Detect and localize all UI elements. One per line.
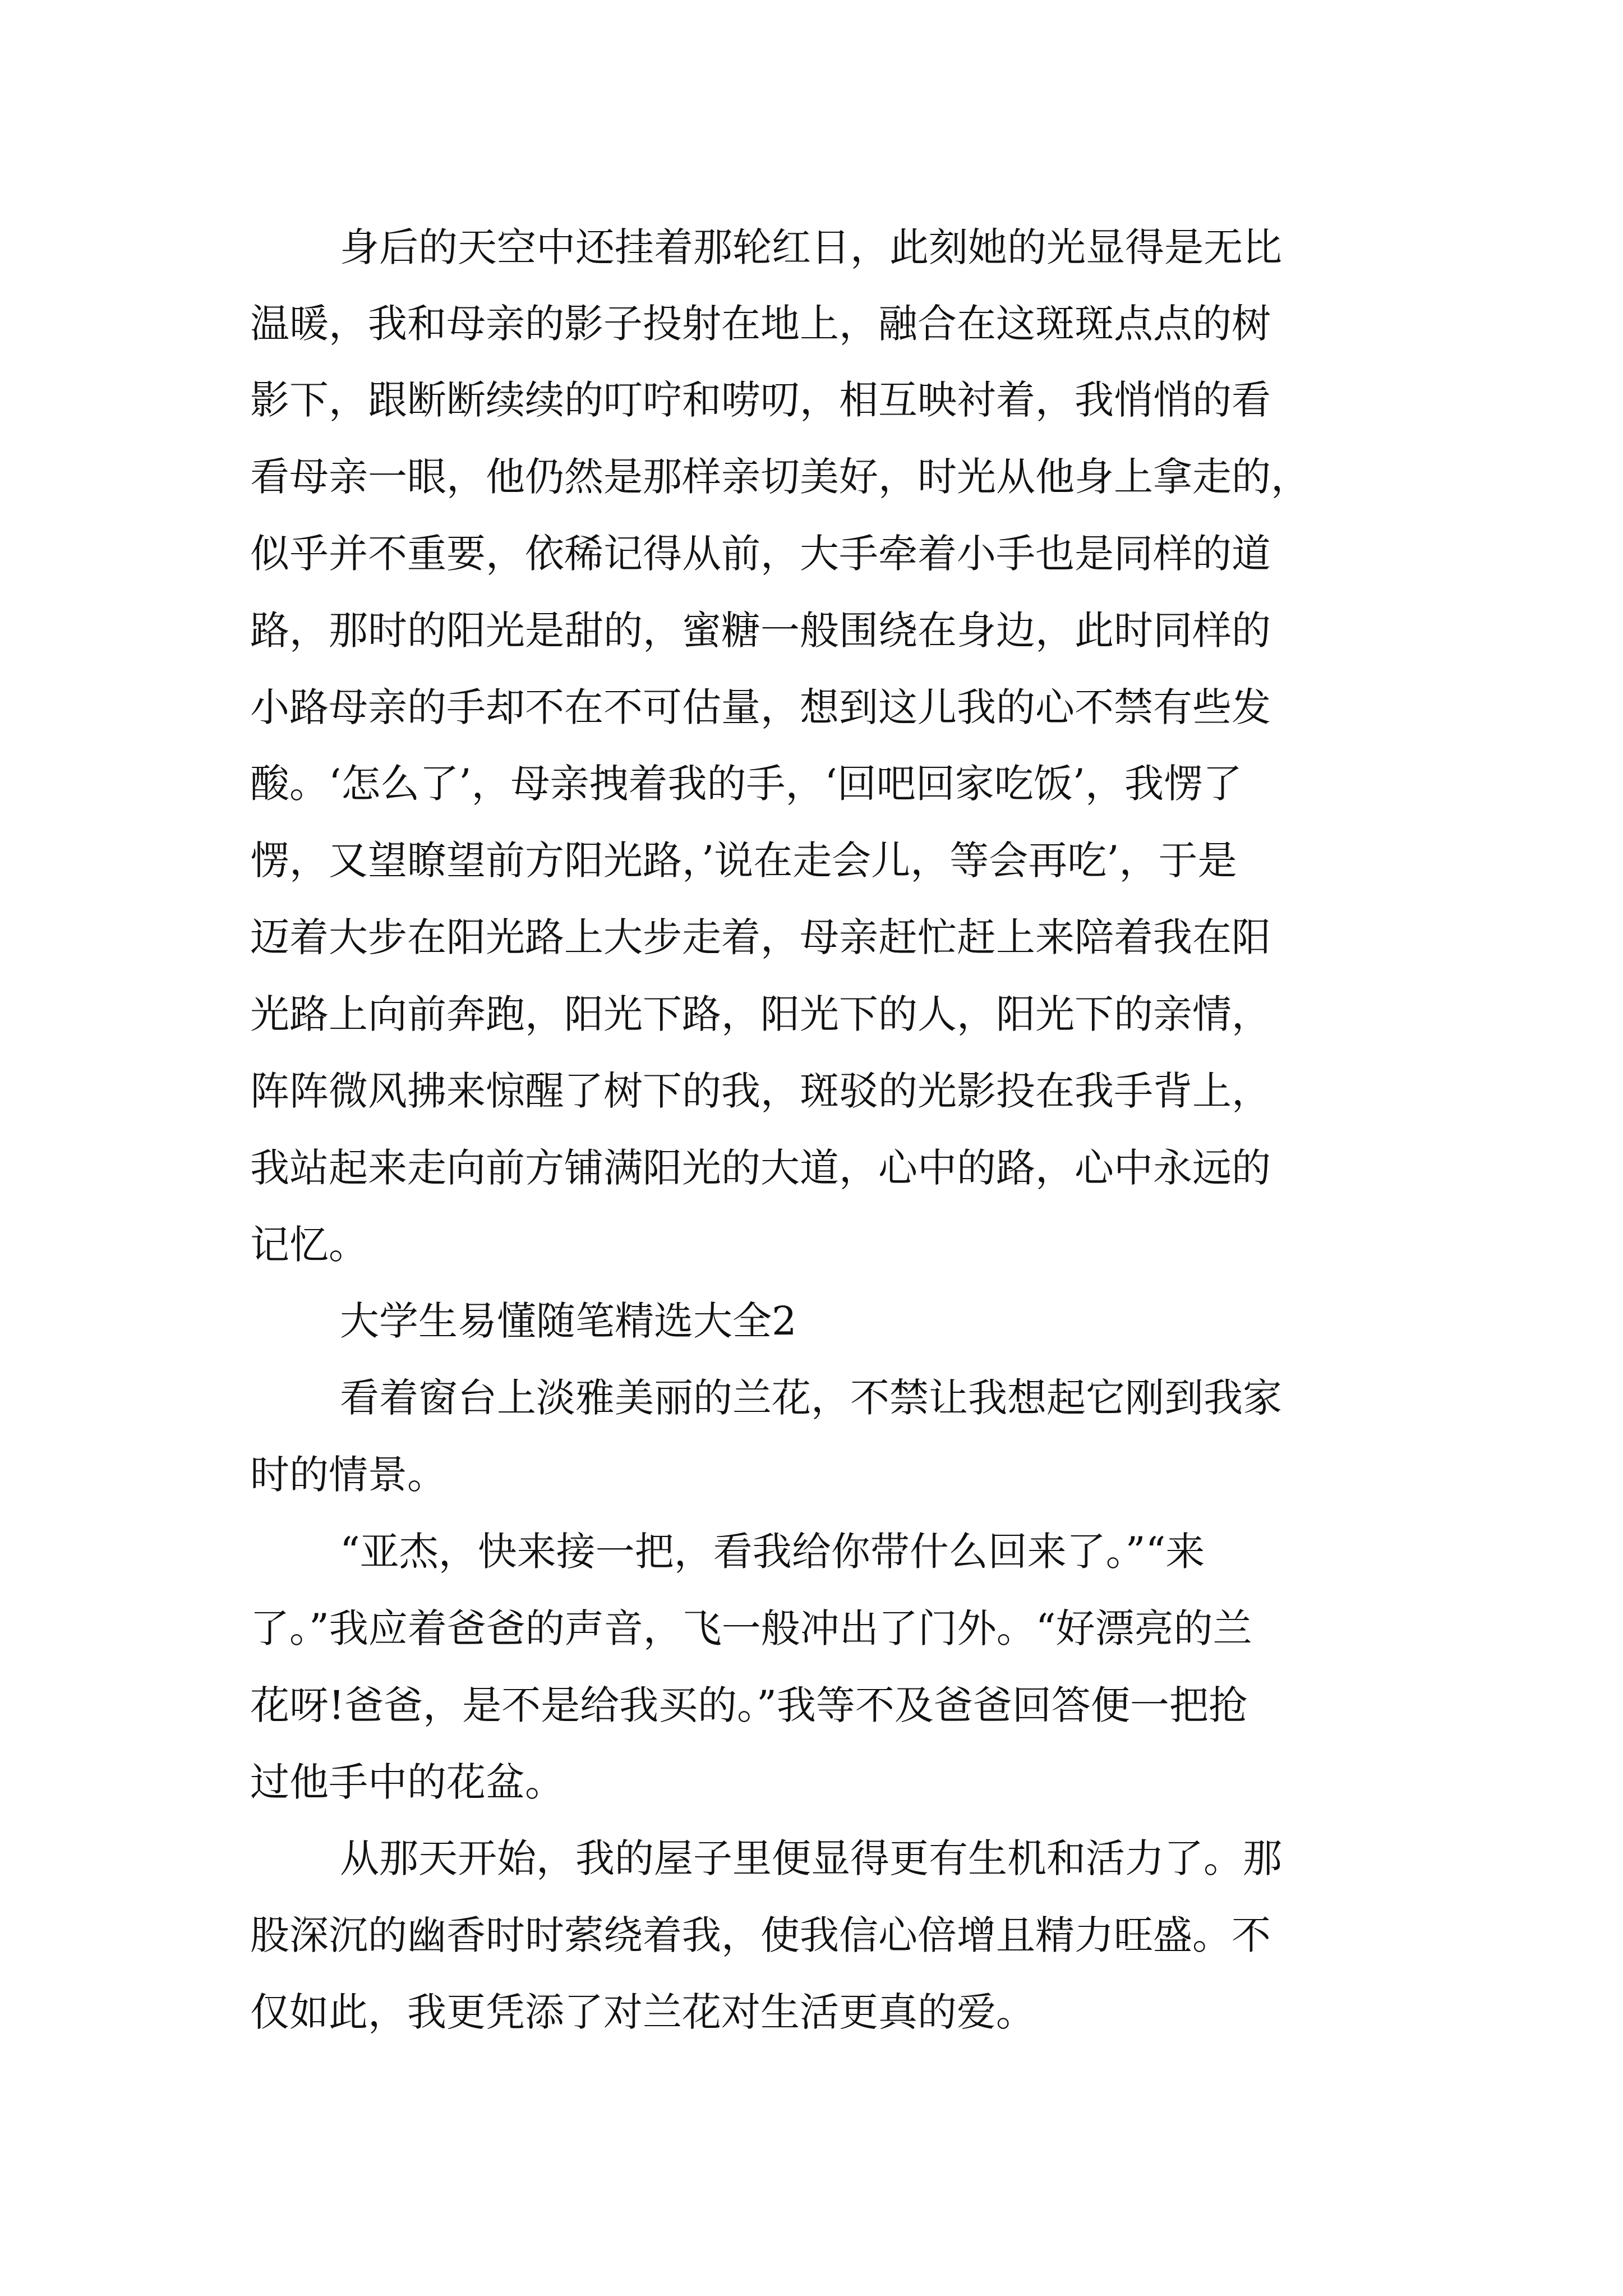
text-line: 过他手中的花盆。 <box>250 1759 564 1805</box>
section-heading: 大学生易懂随笔精选大全2 <box>340 1298 797 1344</box>
text-line: 看母亲一眼，他仍然是那样亲切美好，时光从他身上拿走的， <box>250 454 1310 500</box>
text-line: 股深沉的幽香时时萦绕着我，使我信心倍增且精力旺盛。不 <box>250 1912 1271 1958</box>
text-line: 愣，又望瞭望前方阳光路，’说在走会儿，等会再吃’，于是 <box>250 838 1237 884</box>
text-line: 路，那时的阳光是甜的，蜜糖一般围绕在身边，此时同样的 <box>250 608 1271 654</box>
text-line: 似乎并不重要，依稀记得从前，大手牵着小手也是同样的道 <box>250 531 1271 577</box>
text-line: 光路上向前奔跑，阳光下路，阳光下的人，阳光下的亲情， <box>250 991 1271 1037</box>
text-line: 身后的天空中还挂着那轮红日，此刻她的光显得是无比 <box>340 224 1282 270</box>
text-line: 了。”我应着爸爸的声音，飞一般冲出了门外。“好漂亮的兰 <box>250 1605 1252 1651</box>
text-line: 看着窗台上淡雅美丽的兰花，不禁让我想起它刚到我家 <box>340 1375 1282 1421</box>
text-line: 时的情景。 <box>250 1452 446 1498</box>
text-line: 记忆。 <box>250 1222 368 1268</box>
text-line: 仅如此，我更凭添了对兰花对生活更真的爱。 <box>250 1989 1035 2035</box>
text-line: 影下，跟断断续续的叮咛和唠叨，相互映衬着，我悄悄的看 <box>250 377 1271 423</box>
text-line: “亚杰，快来接一把，看我给你带什么回来了。”“来 <box>340 1529 1205 1575</box>
text-line: 花呀!爸爸，是不是给我买的。”我等不及爸爸回答便一把抢 <box>250 1682 1248 1728</box>
text-line: 我站起来走向前方铺满阳光的大道，心中的路，心中永远的 <box>250 1145 1271 1191</box>
text-line: 阵阵微风拂来惊醒了树下的我，斑驳的光影投在我手背上， <box>250 1068 1271 1114</box>
text-line: 温暖，我和母亲的影子投射在地上，融合在这斑斑点点的树 <box>250 301 1271 347</box>
text-line: 小路母亲的手却不在不可估量，想到这儿我的心不禁有些发 <box>250 684 1271 730</box>
text-line: 从那天开始，我的屋子里便显得更有生机和活力了。那 <box>340 1835 1282 1881</box>
text-line: 迈着大步在阳光路上大步走着，母亲赶忙赶上来陪着我在阳 <box>250 914 1271 960</box>
text-line: 酸。‘怎么了’，母亲拽着我的手，‘回吧回家吃饭’，我愣了 <box>250 761 1243 807</box>
